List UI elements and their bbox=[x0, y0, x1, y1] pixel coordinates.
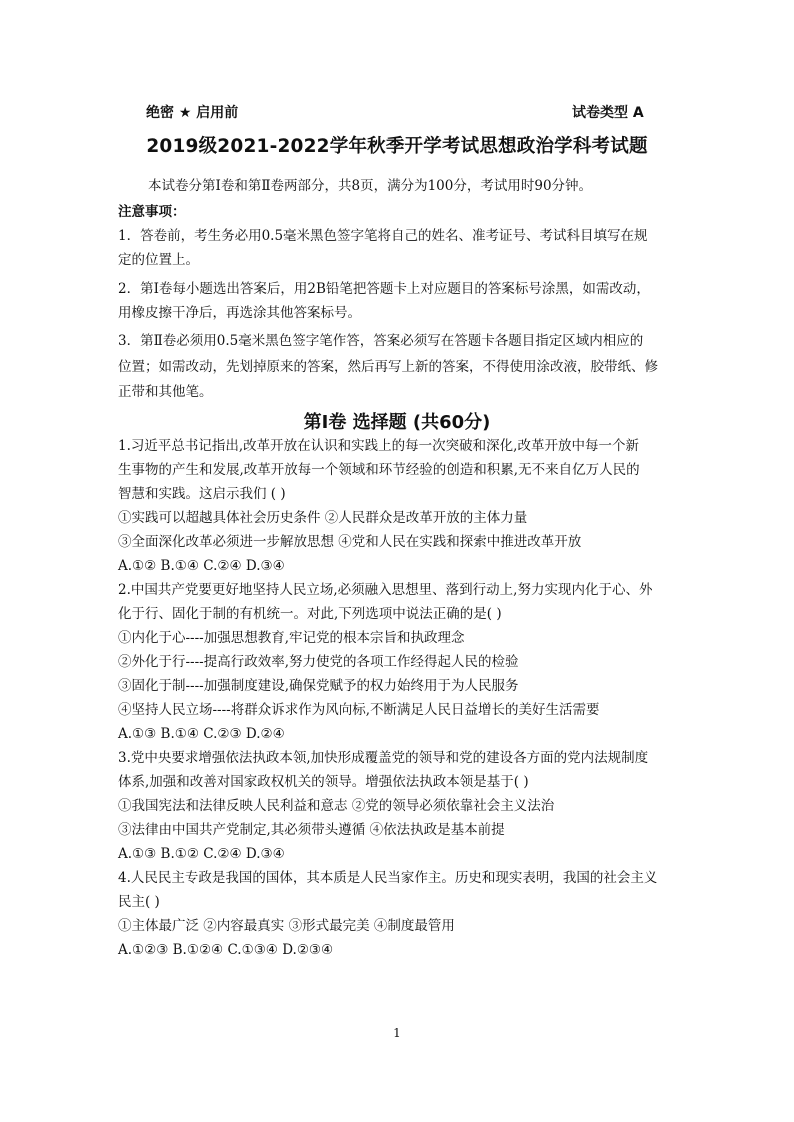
question-2-statement: ①内化于心----加强思想教育,牢记党的根本宗旨和执政理念 bbox=[118, 630, 465, 646]
exam-title: 2019级2021-2022学年秋季开学考试思想政治学科考试题 bbox=[146, 136, 648, 157]
question-2-statement: ④坚持人民立场----将群众诉求作为风向标,不断满足人民日益增长的美好生活需要 bbox=[118, 702, 600, 718]
notice-line: 定的位置上。 bbox=[118, 252, 199, 268]
question-2-options: A.①③ B.①④ C.②③ D.②④ bbox=[118, 726, 285, 742]
question-4-stem: 4.人民民主专政是我国的国体，其本质是人民当家作主。历史和现实表明，我国的社会主义 bbox=[118, 870, 658, 886]
question-1-stem: 智慧和实践。这启示我们 ( ) bbox=[118, 486, 286, 502]
notice-line: 2．第Ⅰ卷每小题选出答案后，用2B铅笔把答题卡上对应题目的答案标号涂黑，如需改动， bbox=[118, 281, 650, 297]
notice-line: 用橡皮擦干净后，再选涂其他答案标号。 bbox=[118, 305, 361, 321]
question-4-stem: 民主( ) bbox=[118, 894, 160, 910]
question-1-stem: 生事物的产生和发展,改革开放每一个领域和环节经验的创造和积累,无不来自亿万人民的 bbox=[118, 462, 640, 478]
question-3-options: A.①③ B.①② C.②④ D.③④ bbox=[118, 846, 285, 862]
question-1-statement: ③全面深化改革必须进一步解放思想 ④党和人民在实践和探索中推进改革开放 bbox=[118, 534, 582, 550]
question-3-stem: 3.党中央要求增强依法执政本领,加快形成覆盖党的领导和党的建设各方面的党内法规制度 bbox=[118, 750, 649, 766]
question-4-options: A.①②③ B.①②④ C.①③④ D.②③④ bbox=[118, 942, 334, 958]
question-2-stem: 2.中国共产党要更好地坚持人民立场,必须融入思想里、落到行动上,努力实现内化于心、外 bbox=[118, 582, 653, 598]
notice-line: 1．答卷前，考生务必用0.5毫米黑色签字笔将自己的姓名、准考证号、考试科目填写在规 bbox=[118, 228, 648, 244]
notice-line: 位置；如需改动，先划掉原来的答案，然后再写上新的答案，不得使用涂改液，胶带纸、修 bbox=[118, 359, 658, 375]
question-1-statement: ①实践可以超越具体社会历史条件 ②人民群众是改革开放的主体力量 bbox=[118, 510, 528, 526]
paper-type-label: 试卷类型 A bbox=[572, 105, 644, 121]
notice-line: 3．第Ⅱ卷必须用0.5毫米黑色签字笔作答，答案必须写在答题卡各题目指定区域内相应的 bbox=[118, 333, 644, 349]
exam-intro: 本试卷分第Ⅰ卷和第Ⅱ卷两部分，共8页，满分为100分，考试用时90分钟。 bbox=[148, 178, 593, 194]
question-1-options: A.①② B.①④ C.②④ D.③④ bbox=[118, 558, 285, 574]
question-2-stem: 化于行、固化于制的有机统一。对此,下列选项中说法正确的是( ) bbox=[118, 606, 502, 622]
confidential-label: 绝密 ★ 启用前 bbox=[146, 105, 239, 121]
notice-line: 正带和其他笔。 bbox=[118, 384, 213, 400]
question-3-statement: ①我国宪法和法律反映人民利益和意志 ②党的领导必须依靠社会主义法治 bbox=[118, 798, 555, 814]
question-3-stem: 体系,加强和改善对国家政权机关的领导。增强依法执政本领是基于( ) bbox=[118, 774, 529, 790]
page-number: 1 bbox=[393, 1026, 401, 1040]
question-2-statement: ③固化于制----加强制度建设,确保党赋予的权力始终用于为人民服务 bbox=[118, 678, 519, 694]
question-4-statement: ①主体最广泛 ②内容最真实 ③形式最完美 ④制度最管用 bbox=[118, 918, 455, 934]
section-title: 第Ⅰ卷 选择题 (共60分) bbox=[303, 412, 491, 433]
question-1-stem: 1.习近平总书记指出,改革开放在认识和实践上的每一次突破和深化,改革开放中每一个新 bbox=[118, 438, 639, 454]
question-2-statement: ②外化于行----提高行政效率,努力使党的各项工作经得起人民的检验 bbox=[118, 654, 519, 670]
notice-heading: 注意事项： bbox=[118, 204, 186, 220]
question-3-statement: ③法律由中国共产党制定,其必须带头遵循 ④依法执政是基本前提 bbox=[118, 822, 505, 838]
